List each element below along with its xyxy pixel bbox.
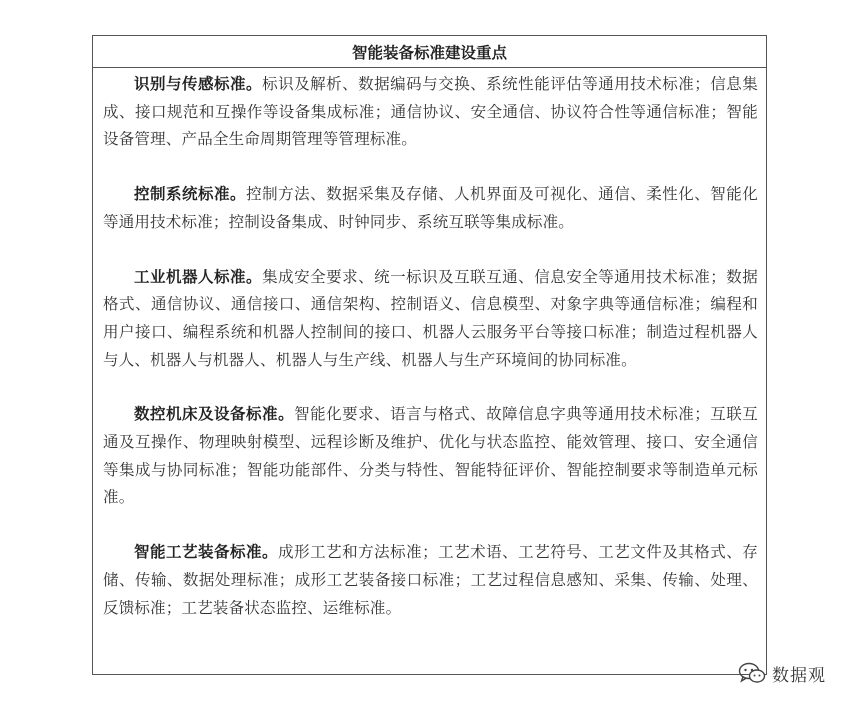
section-body: 集成安全要求、统一标识及互联互通、信息安全等通用技术标准；数据格式、通信协议、通信接口、通信架构、控制语义、信息模型、对象字典等通信标准；编程和用户接口、编程系统和机器人控制间的接口、机器人云服务平台等接口标准；制造过程机器人与人、机器人与机器人、机器人与生产线、机器人与生产环境间的协同标准。 — [103, 267, 758, 369]
table-header: 智能装备标准建设重点 — [93, 36, 766, 68]
wechat-icon — [738, 662, 766, 684]
standards-table — [92, 35, 767, 675]
section-cnc — [103, 401, 758, 512]
section-body: 成形工艺和方法标准；工艺术语、工艺符号、工艺文件及其格式、存储、传输、数据处理标准；成形工艺装备接口标准；工艺过程信息感知、采集、传输、处理、反馈标准；工艺装备状态监控、运维标准。 — [103, 543, 758, 617]
section-title: 识别与传感标准。 — [134, 75, 263, 93]
section-title: 数控机床及设备标准。 — [134, 405, 295, 424]
watermark-text: 数据观 — [772, 665, 826, 686]
section-title: 工业机器人标准。 — [134, 267, 263, 286]
section-body: 控制方法、数据采集及存储、人机界面及可视化、通信、柔性化、智能化等通用技术标准；控制设备集成、时钟同步、系统互联等集成标准。 — [103, 185, 758, 231]
watermark — [738, 662, 826, 684]
section-title: 控制系统标准。 — [134, 185, 247, 204]
table-body — [93, 71, 766, 622]
section-control — [103, 181, 758, 236]
section-body: 标识及解析、数据编码与交换、系统性能评估等通用技术标准；信息集成、接口规范和互操作等设备集成标准；通信协议、安全通信、协议符合性等通信标准；智能设备管理、产品全生命周期管理等管理标准。 — [103, 75, 758, 149]
section-process — [103, 539, 758, 622]
section-robot — [103, 264, 758, 375]
section-body: 智能化要求、语言与格式、故障信息字典等通用技术标准；互联互通及互操作、物理映射模型、远程诊断及维护、优化与状态监控、能效管理、接口、安全通信等集成与协同标准；智能功能部件、分类与特性、智能特征评价、智能控制要求等制造单元标准。 — [103, 405, 758, 507]
section-sensing — [103, 71, 758, 154]
section-title: 智能工艺装备标准。 — [134, 543, 279, 562]
